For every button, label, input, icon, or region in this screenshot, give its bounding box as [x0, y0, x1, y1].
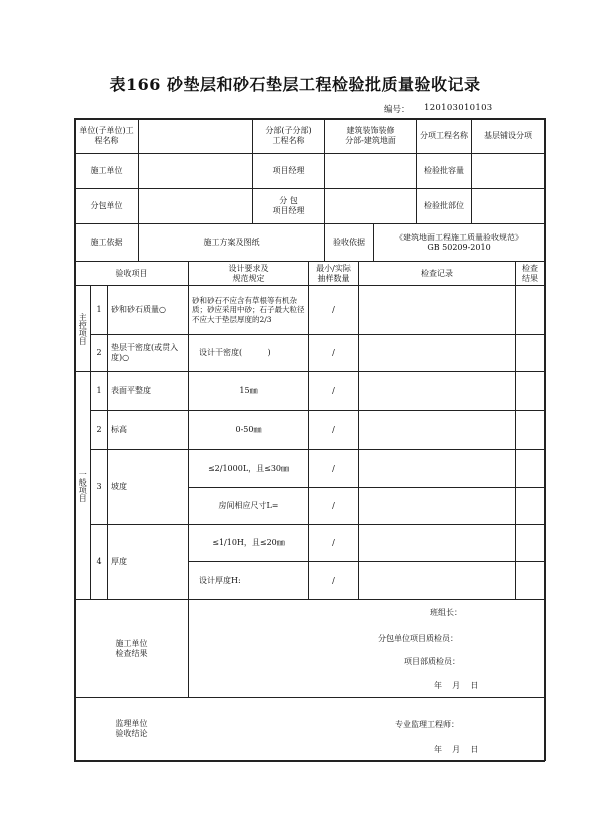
- general-item-spec: ≤2/1000L，且≤30㎜: [207, 463, 290, 473]
- doc-number: 120103010103: [424, 103, 493, 113]
- column-record: 检查记录: [421, 268, 453, 278]
- construction-basis-label: 施工依据: [90, 237, 123, 247]
- subcontract-manager-label: 分 包 项目经理: [272, 196, 305, 215]
- main-item-sample: /: [332, 305, 335, 315]
- supervision-engineer-label: 专业监理工程师：: [395, 720, 459, 730]
- team-leader-label: 班组长：: [430, 608, 462, 618]
- supervision-date: 年 月 日: [434, 745, 479, 755]
- main-item-spec: 砂和砂石不应含有草根等有机杂质；砂应采用中砂；石子最大粒径不应大于垫层厚度的2/3: [192, 295, 305, 324]
- sub-inspector-label: 分包单位项目质检员：: [378, 634, 458, 644]
- unit-project-value[interactable]: [139, 119, 252, 153]
- general-item-name: 厚度: [111, 557, 127, 567]
- general-item-no: 1: [96, 386, 102, 396]
- main-item-no: 1: [96, 305, 102, 315]
- general-group-label: 一般项目: [78, 469, 88, 502]
- item-project-value: 基层铺设分项: [484, 131, 532, 141]
- main-item-spec: 设计干密度( ): [199, 348, 271, 358]
- sub-project-label: 分部(子分部) 工程名称: [265, 126, 312, 145]
- column-sample: 最小/实际 抽样数量: [316, 263, 351, 283]
- column-result: 检查 结果: [522, 263, 538, 283]
- general-item-spec: 0-50㎜: [235, 425, 262, 435]
- general-item-sample: /: [332, 463, 335, 473]
- batch-capacity-label: 检验批容量: [424, 166, 464, 176]
- main-item-no: 2: [96, 348, 102, 358]
- project-manager-label: 项目经理: [272, 166, 305, 176]
- general-item-spec: 15㎜: [239, 386, 258, 396]
- supervision-check-label: 监理单位 验收结论: [115, 719, 148, 738]
- general-item-name: 坡度: [111, 482, 127, 492]
- doc-number-label: 编号：: [384, 105, 410, 115]
- main-item-name: 垫层干密度(或贯入度)○: [111, 343, 179, 362]
- project-inspector-label: 项目部质检员：: [404, 657, 460, 667]
- general-item-name: 标高: [111, 425, 127, 435]
- column-item: 验收项目: [115, 268, 148, 278]
- acceptance-basis-label: 验收依据: [333, 237, 365, 247]
- sub-project-value: 建筑装饰装修 分部-建筑地面: [345, 126, 396, 145]
- column-design: 设计要求及 规范规定: [228, 263, 269, 283]
- main-group-label: 主控项目: [78, 312, 88, 345]
- document-title: 表166 砂垫层和砂石垫层工程检验批质量验收记录: [109, 75, 481, 94]
- unit-project-label: 单位(子单位)工 程名称: [79, 126, 134, 145]
- construction-basis-value: 施工方案及图纸: [203, 237, 260, 247]
- subcontract-unit-label: 分包单位: [90, 201, 123, 211]
- acceptance-basis-value: 《建筑地面工程施工质量验收规范》 GB 50209-2010: [395, 232, 523, 252]
- general-item-sample: /: [332, 425, 335, 435]
- main-item-sample: /: [332, 348, 335, 358]
- general-item-no: 2: [96, 425, 102, 435]
- general-item-no: 4: [96, 557, 102, 567]
- general-item-sample: /: [332, 501, 335, 511]
- general-item-spec: 设计厚度H:: [199, 575, 241, 585]
- general-item-sample: /: [332, 575, 335, 585]
- batch-location-label: 检验批部位: [424, 201, 464, 211]
- general-item-no: 3: [96, 482, 102, 492]
- general-item-sample: /: [332, 386, 335, 396]
- general-item-name: 表面平整度: [111, 386, 151, 396]
- general-item-spec: ≤1/10H，且≤20㎜: [212, 538, 285, 548]
- general-item-spec: 房间相应尺寸L=: [218, 501, 279, 511]
- construction-date: 年 月 日: [434, 681, 479, 691]
- item-project-label: 分项工程名称: [420, 131, 468, 141]
- main-item-name: 砂和砂石质量○: [111, 305, 166, 315]
- construction-unit-label: 施工单位: [90, 166, 123, 176]
- general-item-sample: /: [332, 538, 335, 548]
- construction-check-label: 施工单位 检查结果: [115, 638, 148, 658]
